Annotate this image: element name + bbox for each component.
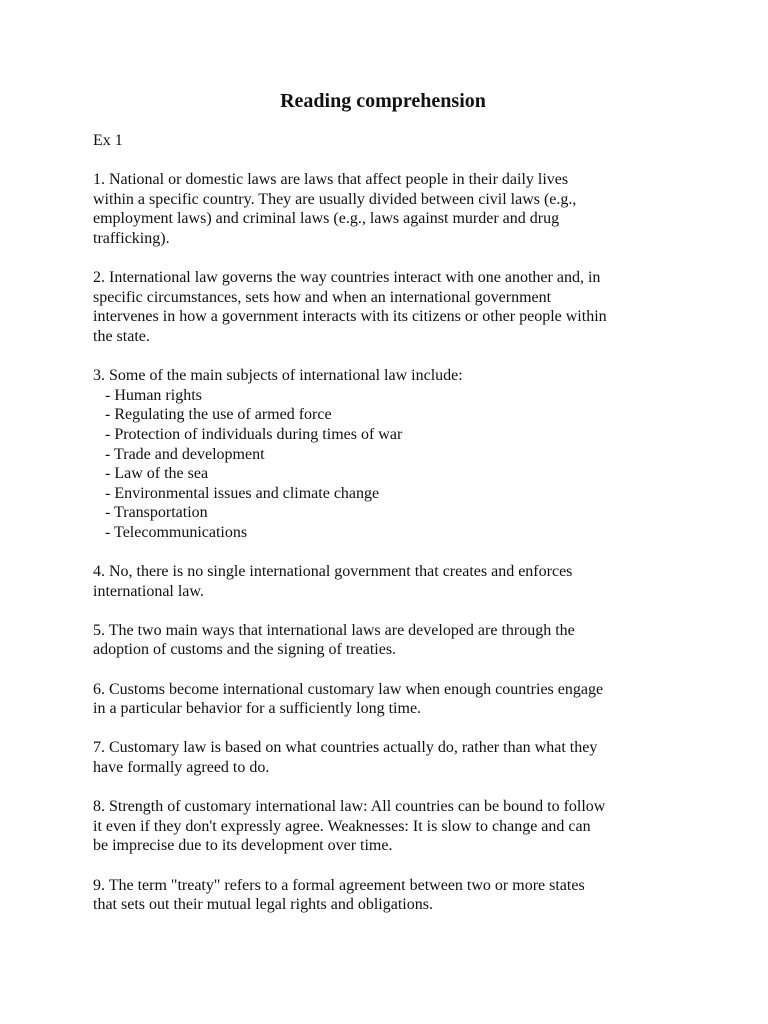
answer-3: [93, 366, 683, 542]
list-item: - Telecommunications: [105, 523, 248, 541]
answer-line: 4. No, there is no single international government that creates and enforces: [93, 563, 573, 581]
list-item: - Transportation: [105, 504, 208, 522]
subjects-list: [93, 386, 683, 543]
answer-line: be imprecise due to its development over time.: [93, 837, 393, 855]
answer-8: [93, 797, 683, 856]
answer-5: [93, 621, 683, 660]
page-title: Reading comprehension: [280, 90, 486, 112]
answer-line: 8. Strength of customary international law: All countries can be bound to follow: [93, 798, 606, 816]
answer-line: in a particular behavior for a sufficiently long time.: [93, 700, 422, 718]
document-page: [93, 88, 683, 934]
answer-9: [93, 876, 683, 915]
answer-line: the state.: [93, 327, 150, 345]
answer-line: 3. Some of the main subjects of international law include:: [93, 367, 463, 385]
answer-line: 5. The two main ways that international laws are developed are through the: [93, 621, 575, 639]
answer-line: specific circumstances, sets how and when an international government: [93, 288, 552, 306]
answer-line: intervenes in how a government interacts with its citizens or other people within: [93, 308, 607, 326]
answer-1: [93, 170, 683, 248]
answer-2: [93, 268, 683, 346]
answer-line: have formally agreed to do.: [93, 759, 270, 776]
answer-line: within a specific country. They are usually divided between civil laws (e.g.,: [93, 190, 577, 208]
answer-4: [93, 562, 683, 601]
answer-line: 7. Customary law is based on what countries actually do, rather than what they: [93, 739, 598, 757]
answer-line: 9. The term "treaty" refers to a formal agreement between two or more states: [93, 876, 585, 894]
answer-line: international law.: [93, 582, 204, 600]
list-item: - Protection of individuals during times of war: [105, 425, 403, 443]
exercise-label: Ex 1: [93, 132, 123, 149]
list-item: - Regulating the use of armed force: [105, 406, 332, 424]
answer-line: 6. Customs become international customary law when enough countries engage: [93, 680, 604, 698]
list-item: - Law of the sea: [105, 465, 209, 483]
answer-line: trafficking).: [93, 229, 170, 247]
list-item: - Environmental issues and climate change: [105, 484, 380, 502]
answer-6: [93, 680, 683, 719]
answer-7: [93, 738, 683, 777]
answer-line: it even if they don't expressly agree. Weaknesses: It is slow to change and can: [93, 817, 591, 835]
answer-line: that sets out their mutual legal rights and obligations.: [93, 896, 433, 914]
answer-line: adoption of customs and the signing of treaties.: [93, 641, 397, 659]
answer-line: 2. International law governs the way countries interact with one another and, in: [93, 269, 601, 287]
answer-line: employment laws) and criminal laws (e.g., laws against murder and drug: [93, 210, 560, 228]
list-item: - Trade and development: [105, 445, 265, 463]
answer-line: 1. National or domestic laws are laws that affect people in their daily lives: [93, 171, 569, 189]
list-item: - Human rights: [105, 386, 202, 404]
